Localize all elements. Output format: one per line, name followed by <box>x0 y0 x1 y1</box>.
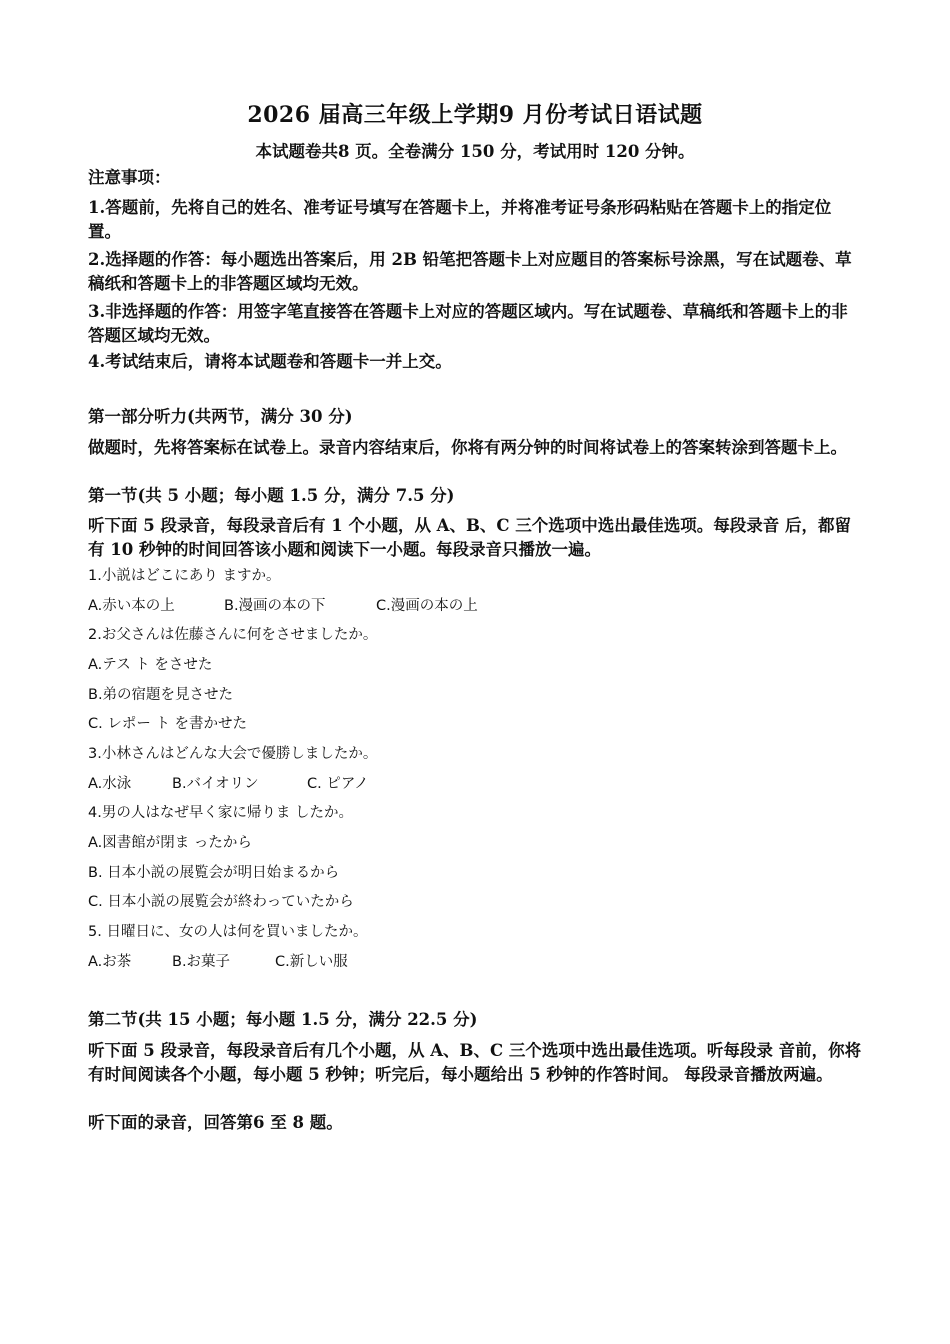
section2-prompt: 听下面的录音，回答第6 至 8 题。 <box>88 1113 343 1132</box>
question-5-option-a: A.お茶 <box>88 954 132 970</box>
question-1-option-b: B.漫画の本の下 <box>224 598 326 614</box>
question-5-option-b: B.お菓子 <box>172 954 231 970</box>
section2-instructions: 听下面 5 段录音，每段录音后有几个小题，从 A、B、C 三个选项中选出最佳选项。听每段录 音前，你将有时间阅读各个小题，每小题 5 秒钟；听完后，每小题给出 5 秒钟的作答时间。 每段录音播放两遍。 <box>88 1041 862 1084</box>
part1-heading: 第一部分听力(共两节，满分 30 分) <box>88 407 353 426</box>
question-4-option-a: A.図書館が閉ま ったから <box>88 835 252 851</box>
question-2-option-b: B.弟の宿題を見させた <box>88 687 234 703</box>
part1-intro: 做题时，先将答案标在试卷上。录音内容结束后，你将有两分钟的时间将试卷上的答案转涂到答题卡上。 <box>88 438 847 457</box>
notes-heading: 注意事项： <box>88 168 171 187</box>
note-item-4: 4.考试结束后，请将本试题卷和答题卡一并上交。 <box>88 352 452 371</box>
question-3-option-b: B.バイオリン <box>172 776 259 792</box>
question-3-option-a: A.水泳 <box>88 776 132 792</box>
question-5-option-c: C.新しい服 <box>275 954 348 970</box>
note-item-2: 2.选择题的作答：每小题选出答案后，用 2B 铅笔把答题卡上对应题目的答案标号涂黑，写在试题卷、草稿纸和答题卡上的非答题区域均无效。 <box>88 250 852 293</box>
question-5-options <box>88 952 864 972</box>
question-3-options <box>88 774 864 794</box>
exam-title: 2026 届高三年级上学期9 月份考试日语试题 <box>247 102 703 128</box>
question-2: 2.お父さんは佐藤さんに何をさせましたか。 <box>88 627 378 643</box>
question-1: 1.小説はどこにあり ますか。 <box>88 568 281 584</box>
question-2-option-c: C. レポー ト を書かせた <box>88 716 248 732</box>
question-1-options <box>88 596 864 616</box>
question-1-option-a: A.赤い本の上 <box>88 598 175 614</box>
section1-heading: 第一节(共 5 小题；每小题 1.5 分，满分 7.5 分) <box>88 486 455 505</box>
question-4-option-b: B. 日本小説の展覧会が明日始まるから <box>88 865 340 881</box>
section1-instructions: 听下面 5 段录音，每段录音后有 1 个小题，从 A、B、C 三个选项中选出最佳选项。每段录音 后，都留有 10 秒钟的时间回答该小题和阅读下一小题。每段录音只播放一遍。 <box>88 516 852 559</box>
note-item-1: 1.答题前，先将自己的姓名、准考证号填写在答题卡上，并将准考证号条形码粘贴在答题卡上的指定位置。 <box>88 198 832 241</box>
question-2-option-a: A.テス ト をさせた <box>88 657 213 673</box>
question-4-option-c: C. 日本小説の展覧会が終わっていたから <box>88 894 354 910</box>
question-3: 3.小林さんはどんな大会で優勝しましたか。 <box>88 746 378 762</box>
question-4: 4.男の人はなぜ早く家に帰りま したか。 <box>88 805 353 821</box>
note-item-3: 3.非选择题的作答：用签字笔直接答在答题卡上对应的答题区域内。写在试题卷、草稿纸和答题卡上的非答题区域均无效。 <box>88 302 848 345</box>
question-5: 5. 日曜日に、女の人は何を買いましたか。 <box>88 924 368 940</box>
section2-heading: 第二节(共 15 小题；每小题 1.5 分，满分 22.5 分) <box>88 1010 478 1029</box>
question-3-option-c: C. ピアノ <box>307 776 369 792</box>
exam-subtitle: 本试题卷共8 页。全卷满分 150 分，考试用时 120 分钟。 <box>255 142 695 161</box>
question-1-option-c: C.漫画の本の上 <box>376 598 478 614</box>
